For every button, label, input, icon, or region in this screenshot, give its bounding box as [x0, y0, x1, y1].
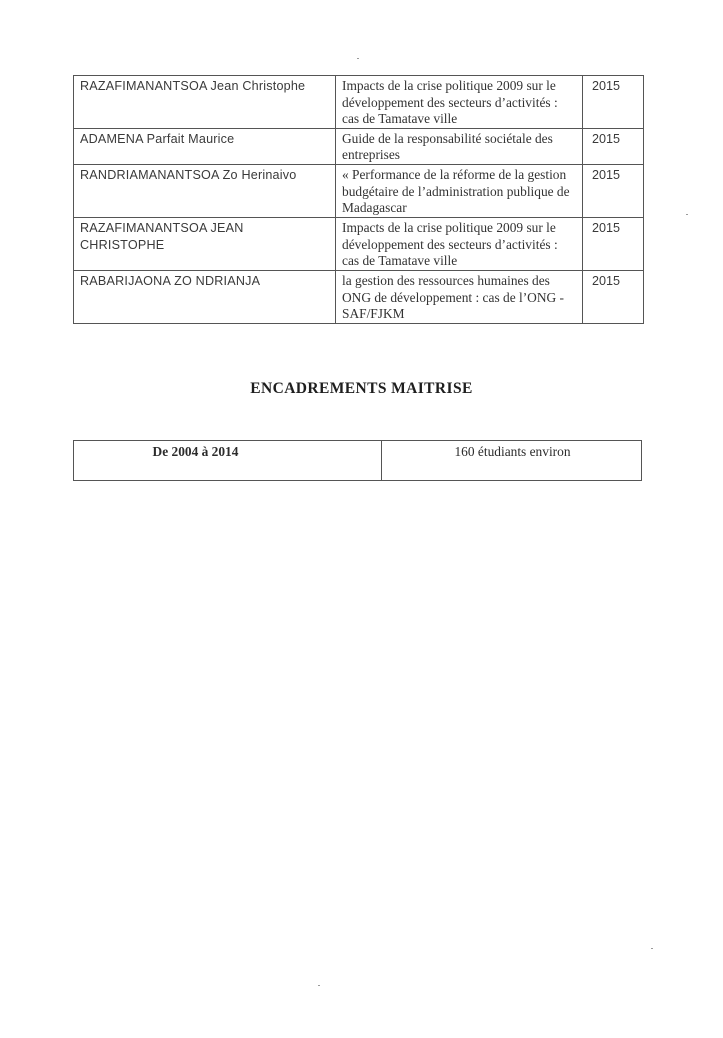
- scan-speck: [357, 58, 359, 59]
- student-name-cell: RABARIJAONA ZO NDRIANJA: [74, 270, 336, 323]
- maitrise-summary-table: [73, 440, 642, 481]
- scan-speck: [686, 214, 688, 215]
- scan-speck: [318, 985, 320, 986]
- table-row: [74, 441, 642, 481]
- table-row: [74, 128, 644, 164]
- student-name-cell: RAZAFIMANANTSOA JEAN CHRISTOPHE: [74, 217, 336, 270]
- thesis-title-cell: Impacts de la crise politique 2009 sur le développement des secteurs d’activités : cas de Tamatave ville: [336, 217, 583, 270]
- table-row: [74, 76, 644, 129]
- year-cell: 2015: [583, 128, 644, 164]
- year-cell: 2015: [583, 164, 644, 217]
- section-heading: ENCADREMENTS MAITRISE: [250, 380, 473, 397]
- student-count-cell: 160 étudiants environ: [382, 441, 642, 481]
- student-name-cell: RANDRIAMANANTSOA Zo Herinaivo: [74, 164, 336, 217]
- thesis-title-cell: la gestion des ressources humaines des ONG de développement : cas de l’ONG - SAF/FJKM: [336, 270, 583, 323]
- scan-speck: [651, 948, 653, 949]
- table-row: [74, 217, 644, 270]
- student-name-cell: RAZAFIMANANTSOA Jean Christophe: [74, 76, 336, 129]
- thesis-title-cell: Impacts de la crise politique 2009 sur le développement des secteurs d’activités : cas de Tamatave ville: [336, 76, 583, 129]
- year-cell: 2015: [583, 217, 644, 270]
- thesis-title-cell: Guide de la responsabilité sociétale des entreprises: [336, 128, 583, 164]
- thesis-title-cell: « Performance de la réforme de la gestion budgétaire de l’administration publique de Madagascar: [336, 164, 583, 217]
- table-row: [74, 164, 644, 217]
- table-row: [74, 270, 644, 323]
- year-cell: 2015: [583, 76, 644, 129]
- period-cell: De 2004 à 2014: [74, 441, 382, 481]
- year-cell: 2015: [583, 270, 644, 323]
- student-name-cell: ADAMENA Parfait Maurice: [74, 128, 336, 164]
- supervision-table: [73, 75, 644, 324]
